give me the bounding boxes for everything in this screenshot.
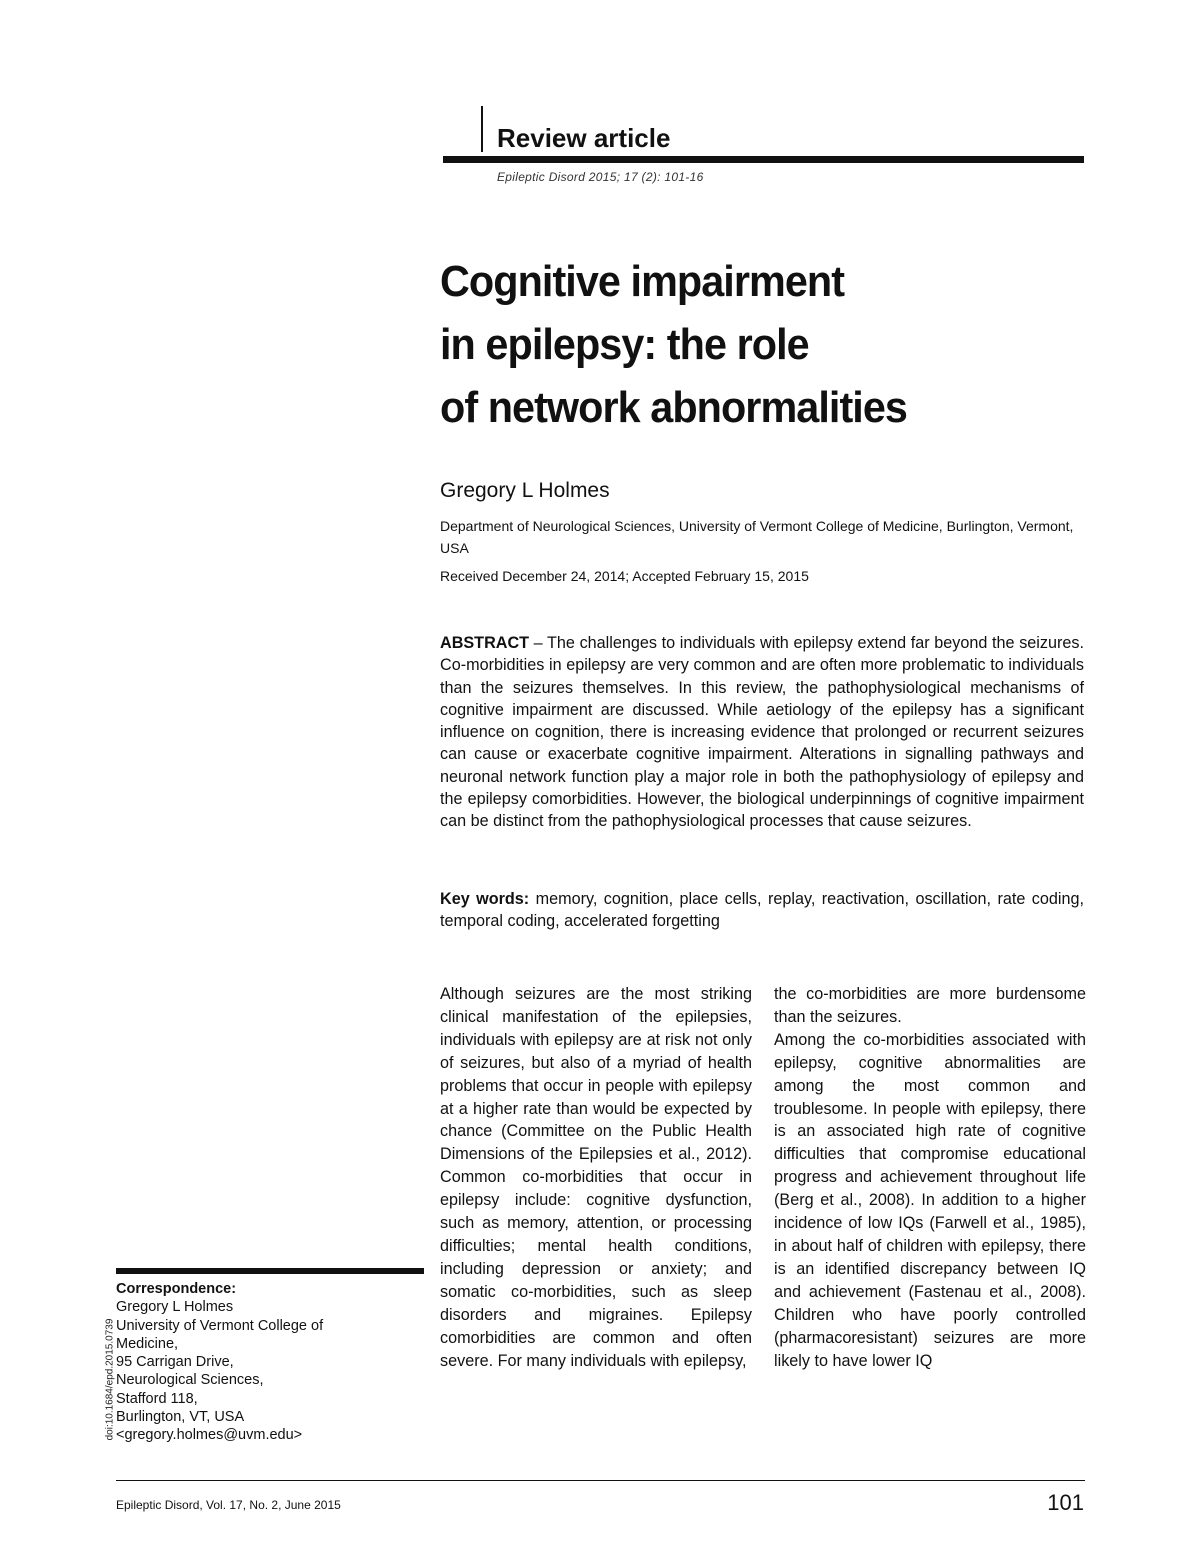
correspondence-heading: Correspondence: [116, 1281, 237, 1297]
title-line: in epilepsy: the role [440, 320, 809, 369]
title-line: of network abnormalities [440, 383, 907, 432]
journal-citation: Epileptic Disord 2015; 17 (2): 101-16 [497, 170, 704, 184]
correspondence-rule [116, 1268, 424, 1274]
keywords [440, 888, 1084, 933]
author-name: Gregory L Holmes [440, 479, 610, 502]
body-paragraph: Although seizures are the most striking clinical manifestation of the epilepsies, individuals with epilepsy are at risk not only of seizures, but also of a myriad of health problems that occur in people with epilepsy at a higher rate than would be expected by chance (Committee on the Public Health Dimensions of the Epilepsies et al., 2012). Common co-morbidities that occur in epilepsy include: cognitive dysfunction, such as memory, attention, or processing difficulties; mental health conditions, including depression or anxiety; and somatic co-morbidities, such as sleep disorders and migraines. Epilepsy comorbidities are common and often severe. For many individuals with epilepsy, [440, 985, 752, 1370]
body-column-right [774, 983, 1086, 1372]
body-paragraph: the co-morbidities are more burdensome than the seizures. [774, 985, 1086, 1026]
received-accepted-dates: Received December 24, 2014; Accepted February 15, 2015 [440, 568, 809, 584]
article-title [440, 250, 1051, 439]
correspondence-line: Gregory L Holmes [116, 1299, 234, 1316]
footer-rule [116, 1480, 1085, 1481]
author-affiliation: Department of Neurological Sciences, University of Vermont College of Medicine, Burlington, Vermont, USA [440, 518, 1074, 556]
section-label: Review article [481, 106, 670, 152]
body-paragraph: Among the co-morbidities associated with epilepsy, cognitive abnormalities are among the most common and troublesome. In people with epilepsy, there is an associated high rate of cognitive difficulties that compromise educational progress and achievement throughout life (Berg et al., 2008). In addition to a higher incidence of low IQs (Farwell et al., 1985), in about half of children with epilepsy, there is an identified discrepancy between IQ and achievement (Fastenau et al., 2008). Children who have poorly controlled (pharmacoresistant) seizures are more likely to have lower IQ [774, 1030, 1086, 1370]
footer-journal-info: Epileptic Disord, Vol. 17, No. 2, June 2015 [116, 1498, 341, 1512]
title-line: Cognitive impairment [440, 257, 845, 306]
correspondence-block [116, 1280, 416, 1445]
page-number: 101 [1047, 1490, 1084, 1515]
correspondence-line: Burlington, VT, USA [116, 1409, 245, 1426]
doi-label: doi:10.1684/epd.2015.0739 [104, 1318, 116, 1441]
abstract [440, 632, 1084, 833]
correspondence-line: Stafford 118, [116, 1390, 198, 1407]
correspondence-email[interactable]: <gregory.holmes@uvm.edu> [116, 1427, 303, 1444]
correspondence-line: Medicine, [116, 1335, 179, 1352]
keywords-text: memory, cognition, place cells, replay, reactivation, oscillation, rate coding, temporal coding, accelerated forgetting [440, 890, 1084, 931]
body-column-left [440, 983, 752, 1372]
correspondence-line: University of Vermont College of [116, 1317, 324, 1334]
correspondence-line: Neurological Sciences, [116, 1372, 264, 1389]
abstract-text: – The challenges to individuals with epilepsy extend far beyond the seizures. Co-morbidities in epilepsy are very common and are often more problematic to individuals than the seizures themselves. In this review, the pathophysiological mechanisms of cognitive impairment are discussed. While aetiology of the epilepsy has a significant influence on cognition, there is increasing evidence that prolonged or recurrent seizures can cause or exacerbate cognitive impairment. Alterations in signalling pathways and neuronal network function play a major role in both the pathophysiology of epilepsy and the epilepsy comorbidities. However, the biological underpinnings of cognitive impairment can be distinct from the pathophysiological processes that cause seizures. [440, 634, 1084, 831]
abstract-label: ABSTRACT [440, 634, 530, 652]
correspondence-line: 95 Carrigan Drive, [116, 1354, 234, 1371]
keywords-label: Key words: [440, 890, 530, 908]
header-rule [443, 156, 1084, 163]
